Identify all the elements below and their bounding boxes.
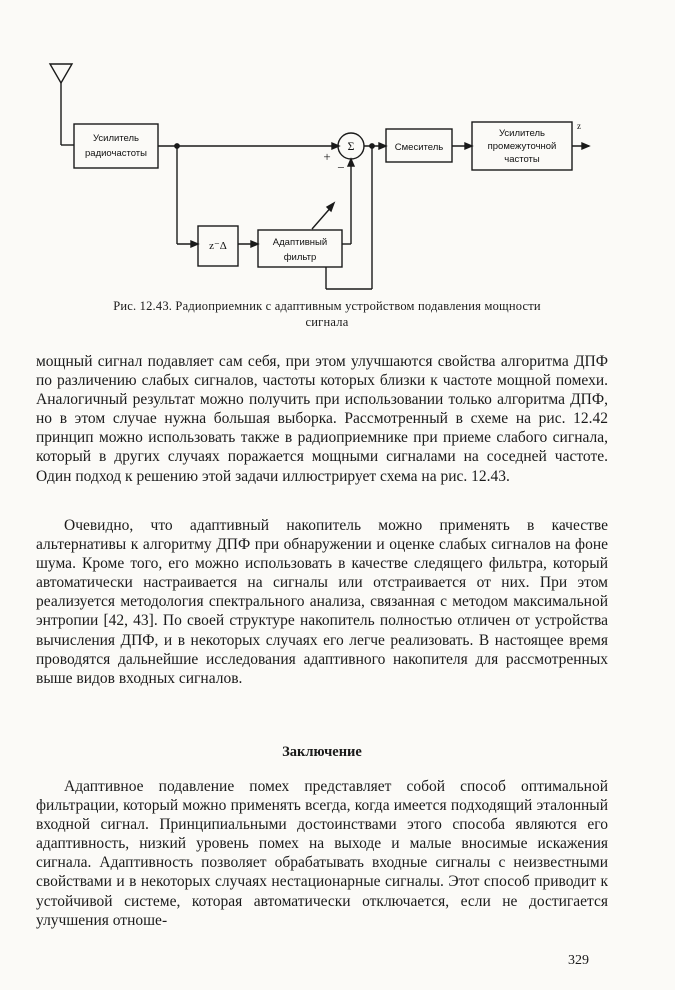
paragraph-text: мощный сигнал подавляет сам себя, при этом улучшаются свойства алгоритма ДПФ по различению слабых сигналов, частоты которых близки к частоте мощной помехи. Аналогичный результат можно получить при использовании только алгоритма ДПФ, но в этом случае нужна большая выборка. Рассмотренный в схеме на рис. 12.42 принцип можно использовать также в радиоприемнике при приеме слабого сигнала, который в других случаях поражается мощными сигналами на соседней частоте. Один подход к решению этой задачи иллюстрирует схема на рис. 12.43. [36,353,608,485]
adaptive-filter-label-2: фильтр [283,252,317,263]
block-diagram [36,55,636,300]
rf-amp-label-1: Усилитель [92,133,140,144]
caption-line-2: сигнала [305,315,349,329]
sum-symbol: Σ [347,139,355,153]
if-amp-label-3: частоты [504,154,540,165]
if-amp-label-1: Усилитель [498,128,546,139]
paragraph-adaptive-accumulator [36,516,608,688]
antenna-icon [50,64,72,83]
adaptive-filter-label-1: Адаптивный [272,237,328,248]
section-heading: Заключение [282,744,362,760]
mixer-label: Смеситель [394,142,444,153]
paragraph-text: Очевидно, что адаптивный накопитель можно применять в качестве альтернативы к алгоритму ДПФ при обнаружении и оценке слабых сигналов на фоне шума. Кроме того, его можно использовать в качестве следящего фильтра, который автоматически настраивается на сигналы или отстраивается от них. При этом реализуется методология спектрального анализа, связанная с методом максимальной энтропии [42, 43]. По своей структуре накопитель полностью отличен от устройства вычисления ДПФ, и в некоторых случаях его легче реализовать. В настоящее время проводятся дальнейшие исследования адаптивного накопителя для рассмотренных выше видов входных сигналов. [36,517,608,687]
minus-sign: − [337,160,345,175]
rf-amp-label-2: радиочастоты [85,148,147,159]
paragraph-continuation [36,352,608,486]
caption-line-1: Рис. 12.43. Радиоприемник с адаптивным устройством подавления мощности [113,299,541,313]
rf-amplifier-block [74,124,158,168]
if-amp-label-2: промежуточной [487,141,557,152]
output-mark: z [577,121,581,131]
plus-sign: + [323,149,331,164]
delay-label: z⁻Δ [209,240,227,252]
paragraph-conclusion [36,777,608,930]
page-number: 329 [568,953,589,968]
diagram-svg [36,55,636,300]
paragraph-text: Адаптивное подавление помех представляет собой способ оптимальной фильтрации, который можно применять всегда, когда имеется подходящий эталонный входной сигнал. Принципиальными достоинствами этого способа являются его адаптивность, низкий уровень помех на выходе и малые вносимые искажения сигнала. Адаптивность позволяет обрабатывать входные сигналы с неизвестными свойствами и в некоторых случаях нестационарные сигналы. Этот способ приводит к устойчивой системе, которая автоматически отключается, если не достигается улучшения отноше- [36,778,608,929]
figure-caption [36,298,618,330]
